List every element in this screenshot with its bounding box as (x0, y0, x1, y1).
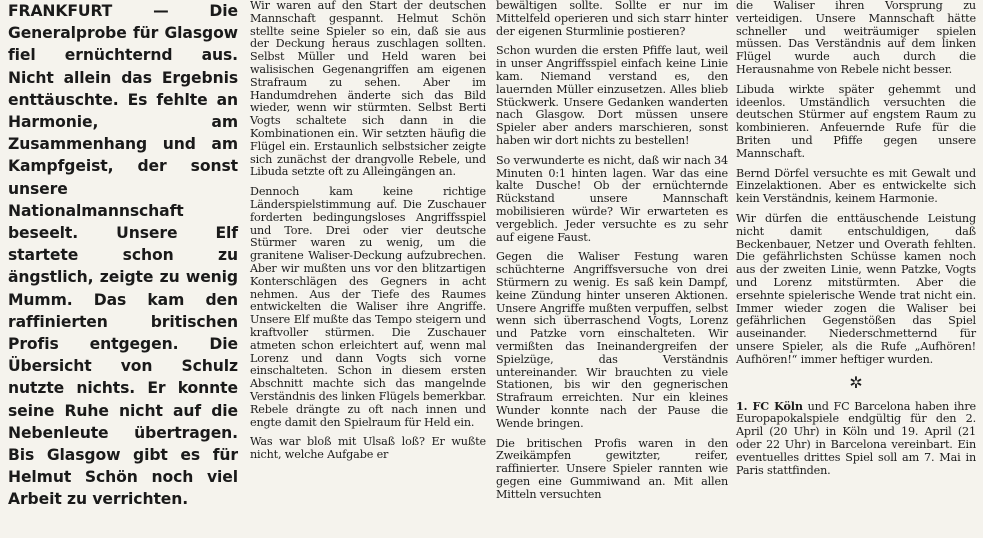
paragraph: Libuda wirkte später gehemmt und ideenlos. Umständlich versuchten die deutschen Stürmer auf engstem Raum zu kombinieren. Anfeuernde Rufe für die Briten und Pfiffe gegen unsere Mannschaft. (736, 82, 976, 160)
lead-paragraph: FRANKFURT — Die Generalprobe für Glasgow fiel ernüchternd aus. Nicht allein das Ergebnis enttäuschte. Es fehlte an Harmonie, am Zusammenhang und am Kampfgeist, der sonst unsere Nationalmannschaft beseelt. Unsere Elf startete schon zu ängstlich, zeigte zu wenig Mumm. Das kam den raffinierten britischen Profis entgegen. Die Übersicht von Schulz nutzte nichts. Er konnte seine Ruhe nicht auf die Nebenleute übertragen. Bis Glasgow gibt es für Helmut Schön noch viel Arbeit zu verrichten. (8, 2, 238, 509)
paragraph: So verwunderte es nicht, daß wir nach 34 Minuten 0:1 hinten lagen. War das eine kalte Dusche! Ob der ernüchternde Rückstand unsere Mannschaft mobilisieren würde? Wir erwarteten es vergeblich. Jeder versuchte es zu sehr auf eigene Faust. (496, 153, 728, 244)
paragraph: Bernd Dörfel versuchte es mit Gewalt und Einzelaktionen. Aber es entwickelte sich kein Verständnis, keinem Harmonie. (736, 166, 976, 206)
paragraph: Schon wurden die ersten Pfiffe laut, weil in unser Angriffsspiel einfach keine Linie kam. Niemand verstand es, den lauernden Müller einzusetzen. Alles blieb Stückwerk. Unsere Gedanken wanderten nach Glasgow. Dort müssen unsere Spieler aber anders marschieren, sonst haben wir dort nichts zu bestellen! (496, 44, 728, 147)
paragraph: die Waliser ihren Vorsprung zu verteidigen. Unsere Mannschaft hätte schneller und weiträumiger spielen müssen. Das Verständnis auf dem linken Flügel wurde auch durch die Herausnahme von Rebele nicht besser. (736, 0, 976, 76)
paragraph: bewältigen sollte. Sollte er nur im Mittelfeld operieren und sich starr hinter der eigenen Sturmlinie postieren? (496, 0, 728, 38)
article-column-3 (736, 0, 976, 484)
section-separator-icon: ✲ (849, 372, 863, 392)
paragraph: Gegen die Waliser Festung waren schüchterne Angriffsversuche von drei Stürmern zu wenig. Es saß kein Dampf, keine Zündung hinter unseren Aktionen. Unsere Angriffe mußten verpuffen, selbst wenn sich überraschend Vogts, Lorenz und Patzke vorn einschalteten. Wir vermißten das Ineinandergreifen der Spielzüge, das Verständnis untereinander. Wir brauchten zu viele Stationen, bis wir den gegnerischen Strafraum erreichten. Nur ein kleines Wunder konnte nach der Pause die Wende bringen. (496, 250, 728, 430)
paragraph: Wir dürfen die enttäuschende Leistung nicht damit entschuldigen, daß Beckenbauer, Netzer und Overath fehlten. Die gefährlichsten Schüsse kamen noch aus der zweiten Linie, wenn Patzke, Vogts und Lorenz mitstürmten. Aber die ersehnte spielerische Wende trat nicht ein. Immer wieder zogen die Waliser bei gefährlichen Gegenstößen das Spiel auseinander. Niederschmetternd für unsere Spieler, als die Rufe „Aufhören! Aufhören!“ immer heftiger wurden. (736, 211, 976, 366)
notice-club: 1. FC Köln (736, 398, 803, 413)
paragraph: Wir waren auf den Start der deutschen Mannschaft gespannt. Helmut Schön stellte seine Spieler so ein, daß sie aus der Deckung heraus zuschlagen sollten. Selbst Müller und Held waren bei walisischen Gegenangriffen am eigenen Strafraum zu sehen. Aber im Handumdrehen änderte sich das Bild wieder, wenn wir stürmten. Selbst Berti Vogts schaltete sich dann in die Kombinationen ein. Wir setzten häufig die Flügel ein. Erstaunlich selbstsicher zeigte sich zunächst der drangvolle Rebele, und Libuda setzte oft zu Alleingängen an. (250, 0, 486, 179)
article-column-1 (250, 0, 486, 469)
notice-paragraph (736, 400, 976, 478)
notice-text: und FC Barcelona haben ihre Europapokalspiele endgültig für den 2. April (20 Uhr) in Köln und 19. April (21 oder 22 Uhr) in Barcelona vereinbart. Ein eventuelles drittes Spiel soll am 7. Mai in Paris stattfinden. (736, 399, 977, 477)
paragraph: Dennoch kam keine richtige Länderspielstimmung auf. Die Zuschauer forderten bedingungsloses Angriffsspiel und Tore. Drei oder vier deutsche Stürmer waren zu wenig, um die granitene Waliser-Deckung aufzubrechen. Aber wir mußten uns vor den blitzartigen Konterschlägen des Gegners in acht nehmen. Aus der Tiefe des Raumes entwickelten die Waliser ihre Angriffe. Unsere Elf mußte das Tempo steigern und kraftvoller stürmen. Die Zuschauer atmeten schon erleichtert auf, wenn mal Lorenz und dann Vogts sich vorne einschalteten. Schon in diesem ersten Abschnitt machte sich das mangelnde Verständnis des linken Flügels bemerkbar. Rebele drängte zu oft nach innen und engte damit den Spielraum für Held ein. (250, 185, 486, 429)
paragraph: Was war bloß mit Ulsaß loß? Er wußte nicht, welche Aufgabe er (250, 435, 486, 462)
paragraph: Die britischen Profis waren in den Zweikämpfen gewitzter, reifer, raffinierter. Unsere Spieler rannten wie gegen eine Gummiwand an. Mit allen Mitteln versuchten (496, 436, 728, 501)
article-column-2 (496, 0, 728, 508)
